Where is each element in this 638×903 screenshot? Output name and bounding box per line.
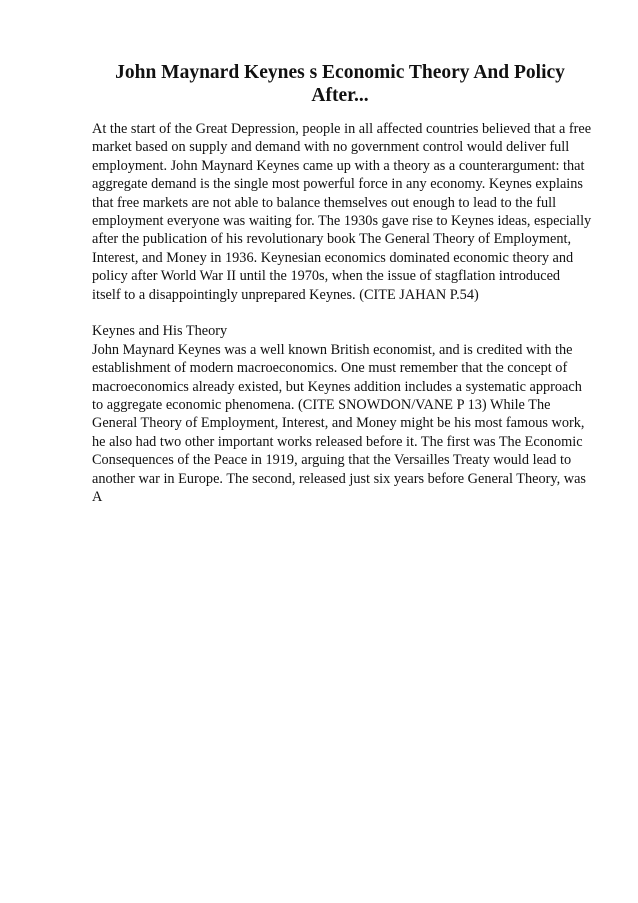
document-title: John Maynard Keynes s Economic Theory And Policy After... [115,62,565,106]
document-body [92,120,592,507]
paragraph-keynes-theory: John Maynard Keynes was a well known British economist, and is credited with the establishment of modern macroeconomics. One must remember that the concept of macroeconomics already existed, but Keynes addition includes a systematic approach to aggregate economic phenomena. (CITE SNOWDON/VANE P 13) While The General Theory of Employment, Interest, and Money might be his most famous work, he also had two other important works released before it. The first was The Economic Consequences of the Peace in 1919, arguing that the Versailles Treaty would lead to another war in Europe. The second, released just six years before General Theory, was A [92,341,586,506]
section-heading: Keynes and His Theory [92,323,228,340]
paragraph-spacer [92,304,592,322]
paragraph-intro: At the start of the Great Depression, people in all affected countries believed that a free market based on supply and demand with no government control would deliver full employment. John Maynard Keynes came up with a theory as a counterargument: that aggregate demand is the single most powerful force in any economy. Keynes explains that free markets are not able to balance themselves out enough to lead to the full employment everyone was waiting for. The 1930s gave rise to Keynes ideas, especially after the publication of his revolutionary book The General Theory of Employment, Interest, and Money in 1936. Keynesian economics dominated economic theory and policy after World War II until the 1970s, when the issue of stagflation introduced itself to a disappointingly unprepared Keynes. (CITE JAHAN P.54) [92,121,592,303]
